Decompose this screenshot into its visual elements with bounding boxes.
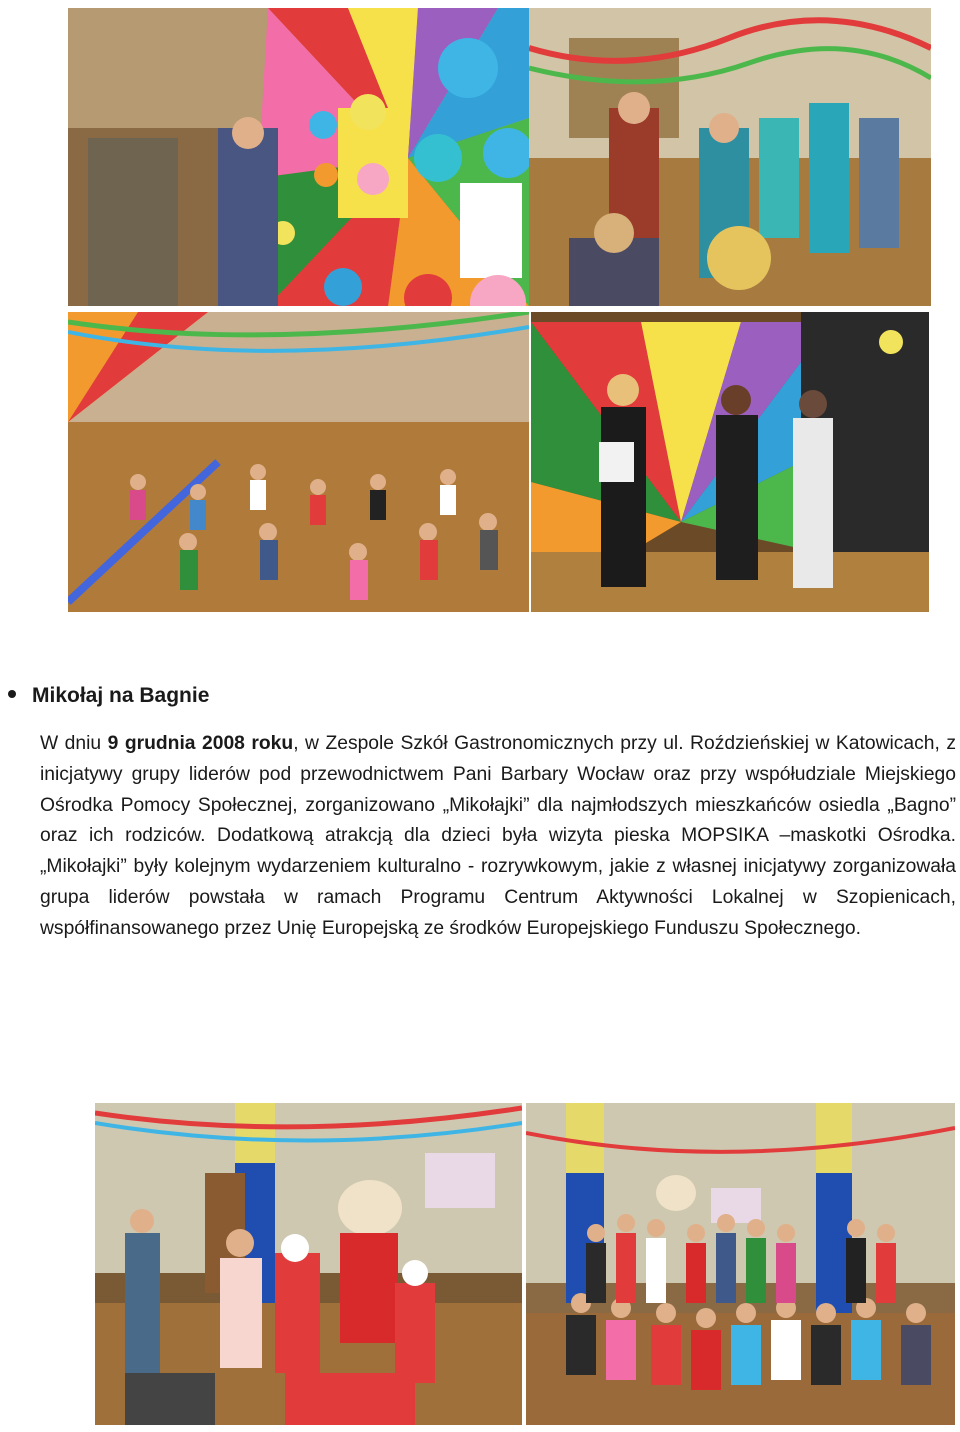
date-bold: 9 grudnia 2008 roku [107, 733, 294, 754]
section-heading [8, 684, 209, 708]
heading-text: Mikołaj na Bagnie [32, 684, 210, 707]
article-paragraph [40, 729, 956, 945]
photo-decorating [68, 8, 529, 306]
photo-host-microphone [531, 312, 929, 612]
photo-circle-dance [529, 8, 931, 306]
bullet-icon [8, 690, 16, 698]
photo-group [526, 1103, 955, 1425]
photo-santa-mascot [95, 1103, 522, 1425]
photo-children-dancing [68, 312, 529, 612]
paragraph-rest: , w Zespole Szkół Gastronomicznych przy ul. Roździeńskiej w Katowicach, z inicjatywy grupy liderów pod przewodnictwem Pani Barbary Wocław oraz przy współudziale Miejskiego Ośrodka Pomocy Społecznej, zorganizowano „Mikołajki” dla najmłodszych mieszkańców osiedla „Bagno” oraz ich rodziców. Dodatkową atrakcją dla dzieci była wizyta pieska MOPSIKA –maskotki Ośrodka. „Mikołajki” były kolejnym wydarzeniem kulturalno - rozrywkowym, jakie z własnej inicjatywy zorganizowała grupa liderów powstała w ramach Programu Centrum Aktywności Lokalnej w Szopienicach, współfinansowanego przez Unię Europejską ze środków Europejskiego Funduszu Społecznego. [40, 733, 956, 939]
paragraph-start: W dniu [40, 733, 108, 754]
